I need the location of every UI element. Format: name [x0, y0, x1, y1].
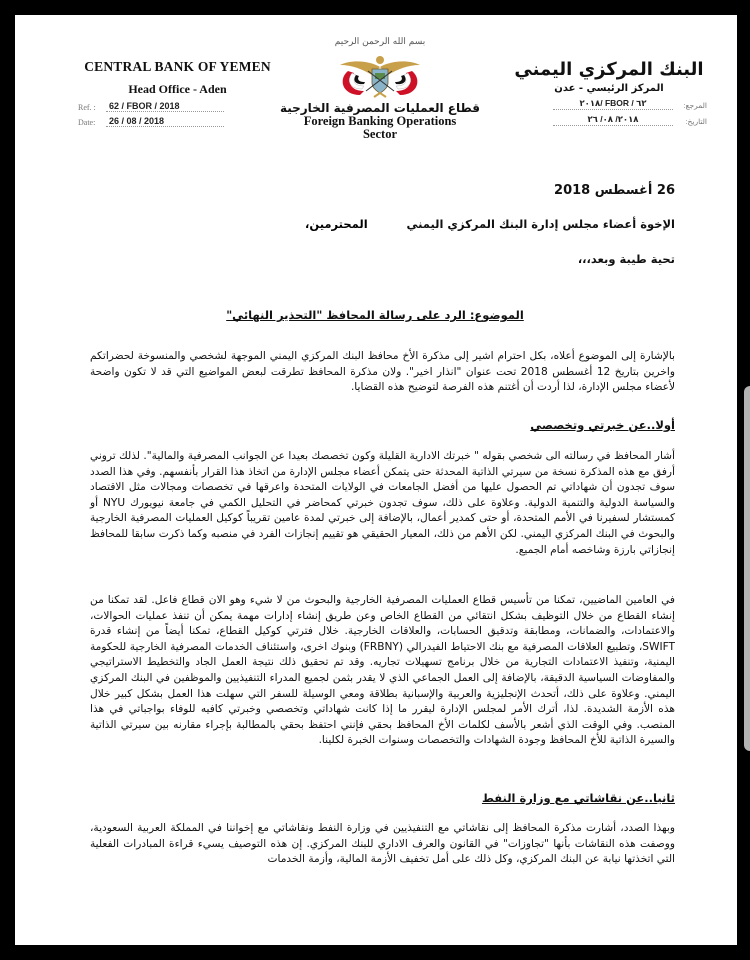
arabic-letterhead: [493, 59, 725, 126]
section1-heading: أولا..عن خبرتي وتخصصي: [530, 418, 675, 432]
date-value: 26 / 08 / 2018: [106, 116, 224, 127]
intro-paragraph: بالإشارة إلى الموضوع أعلاه، بكل احترام اشير إلى مذكرة الأخ محافظ البنك المركزي اليمني الموجهة لشخصي والمنسوخة لحضراتكم واخرين بتاريخ 12 أغسطس 2018 تحت عنوان "انذار اخير". ولان مذكرة المحافظ تطرقت لبعض المواضيع التي قد لا تكون واضحة لأعضاء مجلس الإدارة، لذا أردت أن أغتنم هذه الفرصة لتوضيح هذه القضايا.: [90, 350, 675, 394]
date-row-english: [60, 116, 295, 127]
sector-name-english-line1: Foreign Banking Operations: [303, 114, 457, 128]
letter-page: [15, 15, 737, 945]
ref-value-arabic: ٢٠١٨/ FBOR / ٦٢: [553, 98, 673, 110]
center-letterhead: [270, 37, 490, 141]
date-value-arabic: ٢٠١٨/ ٠٨/ ٢٦: [553, 114, 673, 126]
office-arabic: المركز الرئيسي - عدن: [554, 83, 664, 94]
ref-label-arabic: المرجع:: [683, 101, 707, 110]
addressee: الإخوة أعضاء مجلس إدارة البنك المركزي اليمني: [406, 217, 675, 231]
letter-date: 26 أغسطس 2018: [554, 183, 675, 198]
sector-name-english-line2: Sector: [362, 127, 397, 141]
basmala: بسم الله الرحمن الرحيم: [334, 37, 426, 47]
section2-paragraph-1: وبهذا الصدد، أشارت مذكرة المحافظ إلى نقاشاتي مع التنفيذيين في وزارة النفط ونقاشاتي مع إخواننا في المملكة العربية السعودية، ووصفت هذه النقاشات بأنها "تجاوزات" في القانون والعرف الاداري للبنك المركزي. إن هذه التوصيف يسيء قراءة المبادرات الفعلية التي اتخذتها نيابة عن البنك المركزي، وكل ذلك على أمل تخفيف الأزمة المالية، وأزمة الخدمات: [90, 822, 675, 866]
ref-label: Ref. :: [78, 103, 96, 112]
date-label-arabic: التاريخ:: [685, 117, 707, 126]
section1-paragraph-1: أشار المحافظ في رسالته الى شخصي بقوله " خبرتك الادارية القليلة وكون تخصصك بعيدا عن الجوانب المصرفية والمالية". لذلك تروني أرفق مع هذه المذكرة نسخة من سيرتي الذاتية المحدثة حتى يتمكن أعضاء مجلس الإدارة من اتخاذ هذا القرار بأنفسهم. وفي هذا الصدد سوف تجدون أن شهاداتي تم الحصول عليها من أفضل الجامعات في الولايات المتحدة واعرقها في تخصصات ومجالات مثل الاقتصاد والسياسة الدولية والتنمية الدولية. وعلاوة على ذلك، سوف تجدون خبرتي كمحاضر في التحليل الكمي في جامعة نيويورك NYU أو كمستشار لسفيرنا في الأمم المتحدة، أو حتى كمدير أعمال، بالإضافة إلى خبرتي لمدة عامين تقريباً كوكيل العمليات المصرفية الخارجية والبحوث في البنك المركزي اليمني. لكن الأهم من ذلك، المعيار الحقيقي هو تقييم إنجازات الفرد في منصبه وكما ذكرت سابقا للمحافظ إنجازاتي بارزة وشاخصه أمام الجميع.: [90, 450, 675, 556]
section2-heading: ثانيا..عن نقاشاتي مع وزارة النفط: [481, 791, 675, 805]
section1-paragraph-2: في العامين الماضيين، تمكنا من تأسيس قطاع العمليات المصرفية الخارجية والبحوث من لا شيء وهو الان قطاع فاعل. لقد تمكنا من إنشاء القطاع من خلال التوظيف بشكل انتقائي من القطاع الخاص وعن طريق إنشاء إدارات مهمة يمكن أن تنفذ عمليات الحوالات، والاعتمادات، والضمانات، ومطابقة وتدقيق الحسابات، والعلاقات الخارجية. خلال فترتي كوكيل القطاع، تمكنا أيضاً من إنشاء قدرة SWIFT، وتطبيع العلاقات المصرفية مع بنك الاحتياط الفيدرالي (FRBNY) وبنوك اخرى، واستئناف الخدمات المصرفية الخارجية للحكومة اليمنية، وتنفيذ الاعتمادات التجارية من خلال برنامج تسهيلات تجاريه. وقد تم تحقيق ذلك نتيجة العمل الجاد والتخطيط الاستراتيجي والمفاوضات السياسية الدقيقة، بالإضافة إلى العمل الجماعي الذي لا يقدر بثمن لجميع المدراء التنفيذيين والموظفين في البنك المركزي اليمني. وعلاوة على ذلك، أتحدث الإنجليزية والعربية والإسبانية بطلاقة ومعي الوسيلة للسفر التي سهلت هذا العمل بشكل كبير خلال هذه الأزمة الشديدة. لذا، أترك الأمر لمجلس الإدارة ليقرر ما إذا كانت شهاداتي وتخصصي وخبرتي كافيه للوفاء بواجباتي في هذا المنصب. وفي الوقت الذي أشعر بالأسف لكلمات الأخ المحافظ بحقي فإنني احتفظ بحقي بالمطالبة بإجراء مقارنه بين سيرتي الذاتية والسيرة الذاتية للأخ المحافظ وجودة الشهادات والتخصصات وسنوات الخبرة لكلينا.: [90, 594, 675, 747]
english-letterhead: [60, 59, 295, 127]
yemen-eagle-emblem-icon: [330, 51, 430, 101]
greeting: تحية طيبة وبعد،،،: [577, 252, 675, 266]
date-label: Date:: [78, 118, 96, 127]
bank-name-english: CENTRAL BANK OF YEMEN: [84, 59, 271, 74]
subject-line: الموضوع: الرد على رسالة المحافظ "التحذير النهائي": [226, 308, 524, 322]
bank-name-arabic: البنك المركزي اليمني: [514, 59, 704, 80]
date-row-arabic: [493, 114, 725, 126]
scrollbar[interactable]: [744, 386, 750, 751]
ref-value: 62 / FBOR / 2018: [106, 101, 224, 112]
office-english: Head Office - Aden: [128, 82, 227, 96]
ref-row-arabic: [493, 98, 725, 110]
honorific: المحترمين،: [305, 217, 368, 231]
ref-row-english: [60, 101, 295, 112]
sector-name-arabic: قطاع العمليات المصرفية الخارجية: [279, 101, 481, 115]
